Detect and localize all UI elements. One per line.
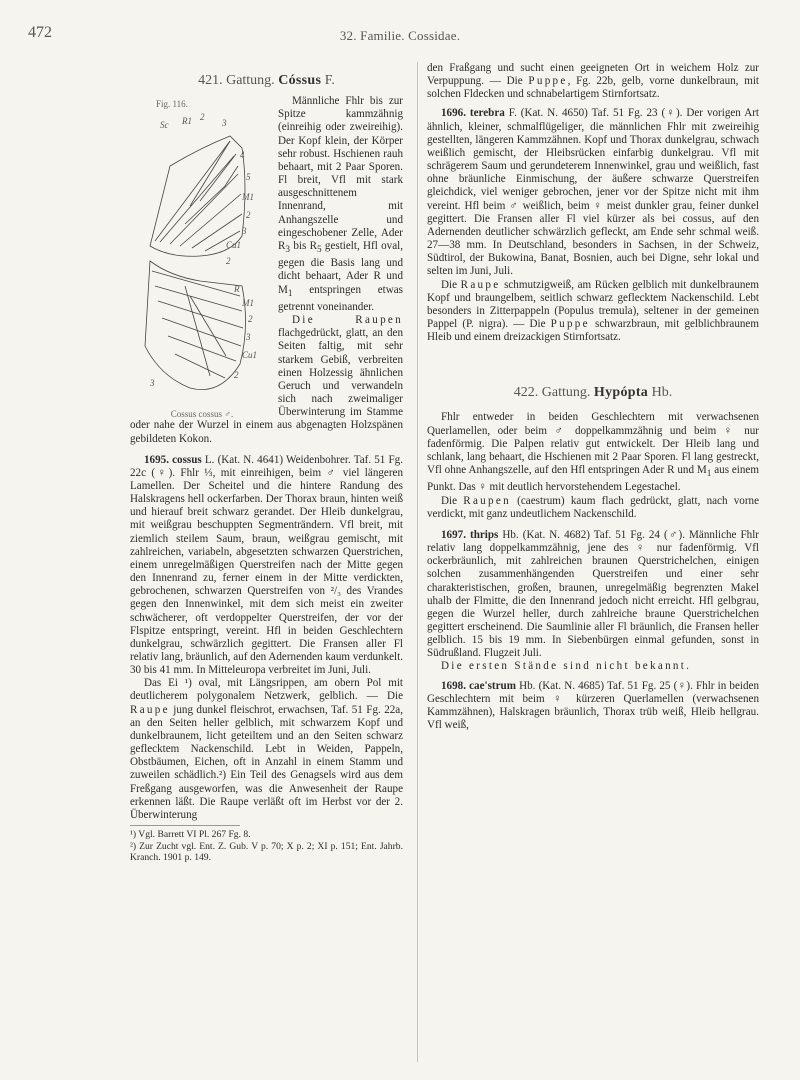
svg-text:Sc: Sc [160,120,169,131]
species-1697-thrips: 1697. thrips Hb. (Kat. N. 4682) Taf. 51 Fg. 24 (♂). Männliche Fhlr relativ lang doppelkammzähnig, jene des ♀ nur fadenförmig. Vfl ockerbräunlich, mit zahlreichen braunen Querstrichelchen, einigen solchen zusammenhängenden Querstreifen und einer sehr charakteristischen, großen, braunen, unregelmäßig begrenzten Makel uhalb der Flmitte, die den Innenrand jedoch nicht erreicht. Hfl gelbgrau, gegen die Wurzel heller, durch zahlreiche braune Querstrichelchen gegittert erscheinend. Die Saumlinie aller Fl bräunlich, die Fransen heller gelblich. 15 bis 19 mm. In Siebenbürgen einmal gefunden, sonst in Südrußland. Flugzeit Juli. [427,528,760,660]
svg-text:R: R [234,284,240,295]
footnote-2: ²) Zur Zucht vgl. Ent. Z. Gub. V p. 70; X p. 2; XI p. 151; Ent. Jahrb. Kranch. 1901 p. 149. [130,840,403,864]
svg-text:3: 3 [150,378,155,389]
footnote-rule [130,825,240,826]
species-1698-caestrum: 1698. cae'strum Hb. (Kat. N. 4685) Taf. 51 Fg. 25 (♀). Fhlr in beiden Geschlechtern mit beim ♀ kürzeren Querlamellen (verwachsenen Kammzähnen), Halskragen bräunlich, Thorax trüb weiß, Hleib hellgrau. Vfl weiß, [427,679,759,732]
species-1695-cossus: 1695. cossus L. (Kat. N. 4641) Weidenbohrer. Taf. 51 Fg. 22c (♀). Fhlr ⅓, mit einreihigen, beim ♂ viel längeren Lamellen. Der Scheitel und die hintere Randung des Halskragens hell ockerfarben. Der Thorax braun, hinten weiß und hierauf breit schwarz gerandet. Der Hleib dunkelgrau, mit weißgrau beschuppten Segmenträndern. Vfl breit, mit ziemlich steilem Saum, braun, weißgrau gemischt, mit zahlreichen, variabeln, abgesetzten schwarzen Querstrichen, einem unregelmäßigen Querstreifen nach der Mitte gegen den Innenrand zu, ferner einem in der Mitte verdickten, gebrochenen, schwarzen Querstreifen von ²/₃ des Vrandes gegen den Innenwinkel, mit dem sich meist ein zweiter schwächerer, oft verdoppelter Querstreifen, der vor der Flspitze entspringt, vereint. Hfl in beiden Geschlechtern dunkelgrau, schwärzlich gegittert. Die Fransen aller Fl relativ lang, bräunlich, auf den Adernenden kaum verdunkelt. 30 bis 41 mm. In Mitteleuropa verbreitet im Juni, Juli. [130,453,404,677]
genus-heading-cossus: 421. Gattung. Cóssus F. [198,73,335,88]
svg-text:Cu1: Cu1 [242,350,258,361]
svg-text:2: 2 [200,112,205,123]
species-1696-terebra: 1696. terebra F. (Kat. N. 4650) Taf. 51 Fg. 23 (♀). Der vorigen Art ähnlich, kleiner, schmalflügeliger, die männlichen Fhlr mit zweireihig gestellten, längeren Kammzähnen. Kopf und Thorax dunkelgrau, schwach weißlich gemischt, der Hleibsrücken einfarbig dunkelgrau. Vfl mit schrägerem Saum und gerundeterem Innenwinkel, grau und weißlich, fast ohne bräunliche Einmischung, der äußere schwarze Querstreifen gleichdick, viel weniger gebrochen, jener vor der Spitze nicht mit ihm vereint. Hfl beim ♂ weißlich, beim ♀ meist dunkler grau, feiner dunkel gegittert. Die Fransen aller Fl viel kürzer als bei cossus, auf den Adernenden deutlicher schwärzlich gefleckt, am Ende sehr schmal weiß. 27—38 mm. In Deutschland, besonders in Sachsen, in der Schweiz, Südtirol, der Bukowina, Banat, Bosnien, auch bei Digne, sehr lokal und selten im Juni, Juli. [427,107,759,278]
svg-text:M1: M1 [242,192,254,203]
figure-label: Fig. 116. [156,99,188,110]
svg-text:R1: R1 [182,116,192,127]
svg-text:3: 3 [246,332,251,343]
figure-caption: Cossus cossus ♂. [170,409,234,420]
column-divider [417,62,418,1062]
svg-text:3: 3 [242,226,247,237]
egg-and-larva-paragraph: Das Ei ¹) oval, mit Längsrippen, am obern Pol mit deutlicherem polygonalem Netzwerk, gelblich. — Die Raupe jung dunkel fleischrot, erwachsen, Taf. 51 Fg. 22a, an den Seiten heller gelblich, mit schwarzem Kopf und dunkelbraunem, licht geteiltem und an den Seiten schwarz geflecktem Nackenschild. Lebt in Weiden, Pappeln, Obstbäumen, Eichen, oft in Anzahl in einem Stamm und zuweilen schädlich.²) Ein Teil des Genagsels wird aus dem Freßgang ausgeworfen, was die Anwesenheit der Raupe erkennen läßt. Die Raupe verläßt oft im Herbst vor der 2. Überwinterung [130,677,403,821]
svg-text:4: 4 [240,150,245,161]
genus-description-cossus: Fig. 116. Sc R1 2 3 4 5 M1 2 3 Cu1 2 R M1 2 3 Cu1 2 3 Cossus cossus ♂. Männliche Fhlr bis zur Spitze kammzähnig (einreihig oder zweireihig). Der Kopf klein, der Körper sehr robust. Hschienen rauh behaart, mit 2 Paar Sporen. Fl breit, Vfl mit stark ausgeschnittenem Innenrand, mit Anhangszelle und eingeschobener Zelle, Ader $R_3$ bis $R_5$ gestielt, Hfl oval, gegen die Basis lang und dicht behaart, Ader R und $M_1$ entspringen etwas getrennt voneinander. [130,95,403,314]
raupen-paragraph-cossus: Die Raupen flachgedrückt, glatt, an den Seiten faltig, mit sehr starkem Gebiß, verbreiten einen Holzessig ähnlichen Geruch und verwandeln sich nach zweimaliger Überwinterung im Stamme oder nahe der Wurzel in einem aus abgenagten Holzspänen gebildeten Kokon. [130,314,403,445]
footnote-1: ¹) Vgl. Barrett VI Pl. 267 Fg. 8. [130,829,251,841]
svg-text:2: 2 [226,256,231,267]
svg-text:3: 3 [222,118,227,129]
page-number: 472 [28,24,52,41]
wing-venation-diagram [130,96,272,406]
venation-figure [130,96,272,420]
terebra-larva-paragraph: Die Raupe schmutzigweiß, am Rücken gelblich mit dunkelbraunem Kopf und braungelbem, seitlich schwarz geflecktem Nackenschild. Lebt besonders in Zitterpappeln (Populus tremula), seltener in der gemeinen Pappel (P. nigra). — Die Puppe schwarzbraun, mit gelblichbraunem Hleib und einem dreizackigen Stirnfortsatz. [427,278,759,344]
svg-text:Cu1: Cu1 [226,240,242,251]
svg-text:2: 2 [246,210,251,221]
genus-heading-hypopta: 422. Gattung. Hypópta Hb. [513,385,673,401]
right-column [427,62,759,732]
genus-description-hypopta: Fhlr entweder in beiden Geschlechtern mit verwachsenen Querlamellen, oder beim ♂ doppelkammzähnig und beim ♀ nur fadenförmig. Die Palpen relativ gut entwickelt. Der Hleib lang und schlank, lang behaart, die Hschienen mit 2 Paar Sporen. Fl lang gestreckt, Vfl ohne Anhangszelle, auf den Hfl entspringen Ader R und $M_1$ aus einem Punkt. Das ♀ mit deutlich hervorstehendem Legestachel. [427,411,759,494]
continuation-paragraph: den Fraßgang und sucht einen geeigneten Ort in weichem Holz zur Verpuppung. — Die Puppe, Fg. 22b, gelb, vorne dunkelbraun, mit solchen Fldecken und schnabelartigem Stirnfortsatz. [427,62,759,101]
svg-text:M1: M1 [242,298,254,309]
raupen-paragraph-hypopta: Die Raupen (caestrum) kaum flach gedrückt, glatt, nach vorne verdickt, mit ganz undeutlichem Nackenschild. [427,494,759,520]
running-header [0,0,800,48]
svg-text:2: 2 [248,314,253,325]
running-title: 32. Familie. Cossidae. [339,28,461,43]
early-stages-note: Die ersten Stände sind nicht bekannt. [441,660,692,673]
svg-text:5: 5 [246,172,251,183]
svg-text:2: 2 [234,370,239,381]
left-column [130,62,403,864]
